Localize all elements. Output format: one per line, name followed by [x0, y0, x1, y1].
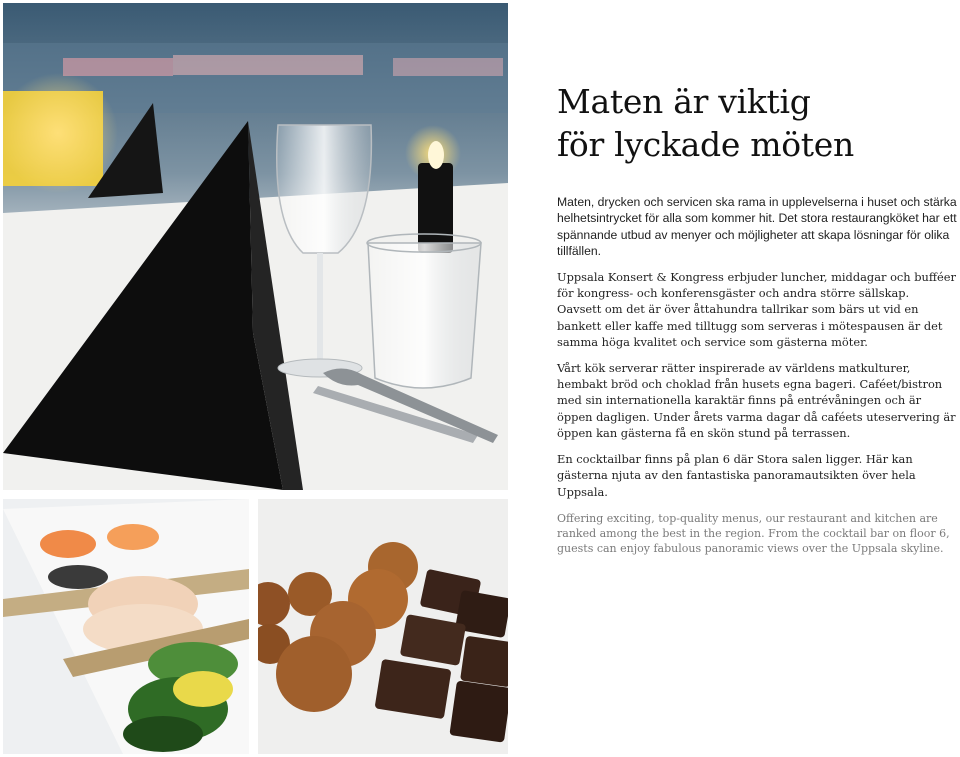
- paragraph-kitchen: Vårt kök serverar rätter inspirerade av världens matkulturer, hembakt bröd och choklad från husets egna bageri. Caféet/bistron med sin internationella karaktär finns på entrévåningen och är öppen dagligen. Under årets varma dagar då caféets uteservering är öppen kan gästerna få en skön stund på terrassen.: [557, 360, 956, 441]
- photo-dining-table: [3, 3, 508, 490]
- title-line-1: Maten är viktig: [557, 82, 811, 121]
- paragraph-catering: Uppsala Konsert & Kongress erbjuder luncher, middagar och bufféer för kongress- och konferensgäster och andra större sällskap. Oavsett om det är över åttahundra tallrikar som bärs ut vid en bankett eller kaffe med tilltugg som serveras i mötespausen är det samma höga kvalitet och service som gästerna möter.: [557, 269, 956, 350]
- paragraph-cocktailbar: En cocktailbar finns på plan 6 där Stora salen ligger. Här kan gästerna njuta av den fantastiska panoramautsikten över hela Uppsala.: [557, 451, 916, 499]
- english-summary: Offering exciting, top-quality menus, our restaurant and kitchen are ranked among the best in the region. From the cocktail bar on floor 6, guests can enjoy fabulous panoramic views over the Uppsala skyline.: [557, 512, 950, 555]
- main-text-column: [557, 80, 957, 509]
- title-line-2: för lyckade möten: [557, 125, 854, 164]
- page-title: [557, 80, 957, 166]
- photo-canapes: [3, 499, 249, 754]
- photo-chocolates: [258, 499, 508, 754]
- paragraph-intro: Maten, drycken och servicen ska rama in upplevelserna i huset och stärka helhetsintrycket för alla som kommer hit. Det stora restaurangköket har ett spännande utbud av menyer och möjligheter att skapa lösningar för olika tillfällen.: [557, 195, 957, 259]
